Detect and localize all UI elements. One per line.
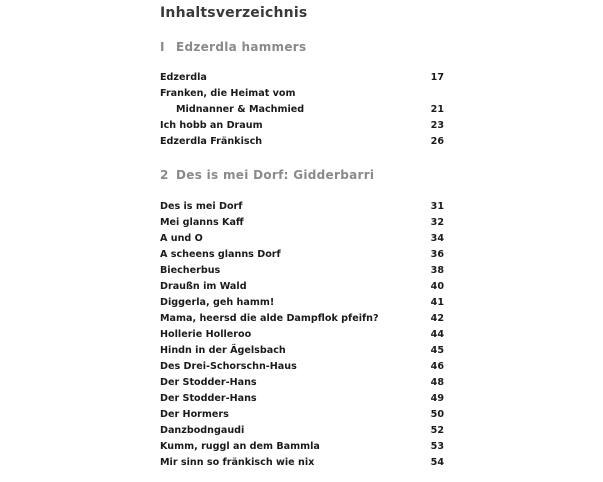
toc-entry-label: Kumm, ruggl an dem Bammla — [160, 441, 320, 452]
toc-entry-label: Mir sinn so fränkisch wie nix — [160, 457, 315, 468]
toc-entry-page: 45 — [430, 345, 444, 356]
toc-entry[interactable] — [160, 375, 444, 391]
toc-entry-page: 49 — [430, 393, 444, 404]
toc-entry[interactable] — [160, 359, 444, 375]
toc-entry[interactable] — [160, 247, 444, 263]
toc-entry[interactable] — [160, 423, 444, 439]
toc-entry-page: 54 — [430, 457, 444, 468]
section-2-entries — [160, 199, 444, 471]
toc-entry[interactable] — [160, 311, 444, 327]
toc-entry-label: A scheens glanns Dorf — [160, 249, 281, 260]
section-number: I — [160, 40, 165, 54]
toc-entry[interactable] — [160, 215, 444, 231]
toc-entry-label: Mama, heersd die alde Dampflok pfeifn? — [160, 313, 379, 324]
toc-entry-page: 31 — [430, 201, 444, 212]
toc-entry-label: Der Hormers — [160, 409, 229, 420]
toc-entry[interactable] — [160, 70, 444, 86]
toc-entry[interactable] — [160, 279, 444, 295]
toc-entry[interactable] — [160, 295, 444, 311]
toc-entry-page: 38 — [430, 265, 444, 276]
toc-entry-page: 41 — [430, 297, 444, 308]
toc-entry[interactable] — [160, 231, 444, 247]
toc-entry-label: Des is mei Dorf — [160, 201, 243, 212]
toc-entry-page: 23 — [430, 120, 444, 131]
toc-entry-page: 42 — [430, 313, 444, 324]
toc-entry[interactable] — [160, 407, 444, 423]
toc-entry-label: Danzbodngaudi — [160, 425, 245, 436]
toc-entry-page: 21 — [430, 104, 444, 115]
toc-entry[interactable] — [160, 391, 444, 407]
toc-entry-page: 40 — [430, 281, 444, 292]
section-heading-2 — [160, 168, 374, 182]
toc-entry-label: Mei glanns Kaff — [160, 217, 244, 228]
toc-entry[interactable] — [160, 118, 444, 134]
section-heading-1 — [160, 40, 306, 54]
toc-entry-label: Hollerie Holleroo — [160, 329, 252, 340]
section-title: Edzerdla hammers — [176, 40, 307, 54]
toc-entry-label: Edzerdla Fränkisch — [160, 136, 263, 147]
toc-entry-page: 36 — [430, 249, 444, 260]
toc-entry[interactable] — [160, 199, 444, 215]
toc-entry[interactable] — [160, 86, 444, 102]
toc-entry-page: 26 — [430, 136, 444, 147]
toc-entry-label: Hindn in der Ägelsbach — [160, 345, 286, 356]
toc-entry-label: A und O — [160, 233, 203, 244]
toc-entry-page: 17 — [430, 72, 444, 83]
toc-entry[interactable] — [160, 455, 444, 471]
toc-entry-page: 32 — [430, 217, 444, 228]
section-title: Des is mei Dorf: Gidderbarri — [176, 168, 375, 182]
toc-entry-page: 44 — [430, 329, 444, 340]
toc-entry-label: Ich hobb an Draum — [160, 120, 263, 131]
toc-entry-page: 53 — [430, 441, 444, 452]
toc-entry-page: 46 — [430, 361, 444, 372]
toc-entry-label: Midnanner & Machmied — [176, 104, 305, 115]
toc-entry-label: Biecherbus — [160, 265, 221, 276]
toc-entry-page: 50 — [430, 409, 444, 420]
toc-entry-page: 52 — [430, 425, 444, 436]
toc-entry-label: Der Stodder-Hans — [160, 377, 257, 388]
toc-entry[interactable] — [160, 439, 444, 455]
section-1-entries — [160, 70, 444, 150]
toc-entry[interactable] — [160, 263, 444, 279]
toc-entry-label: Franken, die Heimat vom — [160, 88, 296, 99]
toc-entry-label: Des Drei-Schorschn-Haus — [160, 361, 297, 372]
toc-entry-label: Diggerla, geh hamm! — [160, 297, 275, 308]
toc-entry-page: 48 — [430, 377, 444, 388]
toc-entry[interactable] — [160, 102, 444, 118]
toc-entry[interactable] — [160, 327, 444, 343]
section-number: 2 — [160, 168, 169, 182]
toc-entry[interactable] — [160, 343, 444, 359]
toc-entry-label: Edzerdla — [160, 72, 207, 83]
toc-entry-label: Der Stodder-Hans — [160, 393, 257, 404]
page-title: Inhaltsverzeichnis — [160, 5, 308, 21]
toc-entry-label: Draußn im Wald — [160, 281, 247, 292]
toc-entry[interactable] — [160, 134, 444, 150]
toc-entry-page: 34 — [430, 233, 444, 244]
